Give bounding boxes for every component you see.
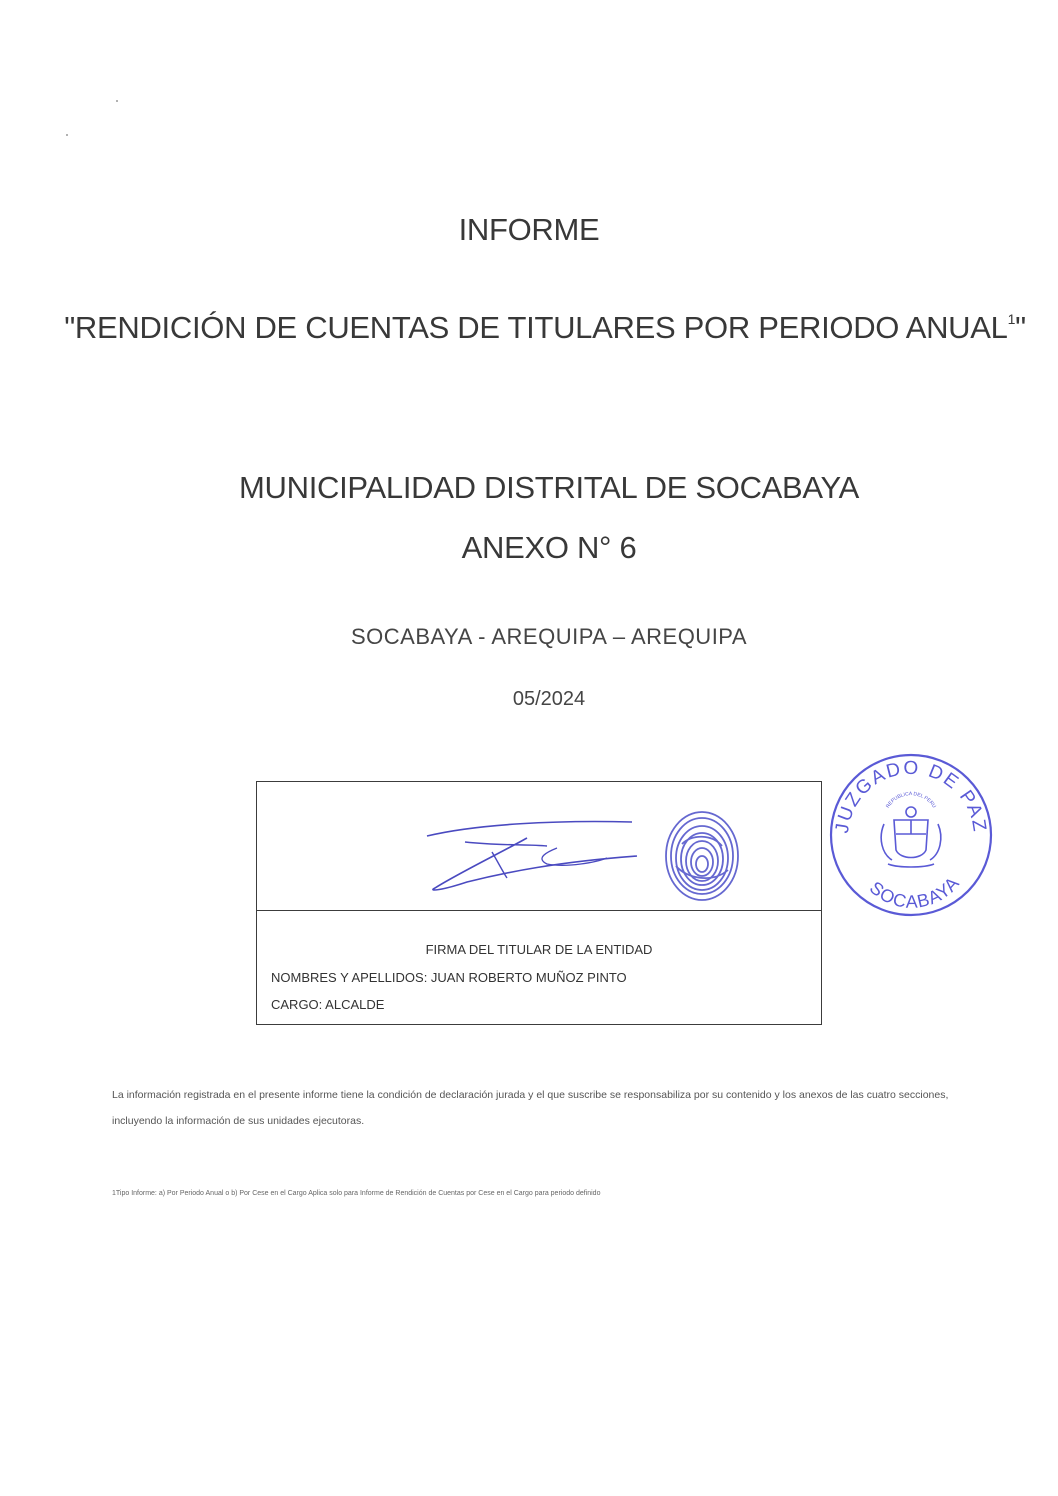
entity-name: MUNICIPALIDAD DISTRITAL DE SOCABAYA [239, 470, 859, 505]
signature-box [256, 781, 822, 1025]
footnote-text: 1Tipo Informe: a) Por Periodo Anual o b) Por Cese en el Cargo Aplica solo para Informe de Rendición de Cuentas por Cese en el Cargo para periodo definido [112, 1190, 601, 1197]
handwritten-signature [407, 812, 647, 892]
signature-label: FIRMA DEL TITULAR DE LA ENTIDAD [425, 942, 653, 957]
stamp-bottom-text: SOCABAYA [865, 872, 964, 912]
declaration-text: La información registrada en el presente informe tiene la condición de declaración jurada y el que suscribe se responsabiliza por su contenido y los anexos de las cuatro secciones, incluyendo la información de sus unidades ejecutoras. [112, 1089, 949, 1127]
signature-area [257, 782, 821, 911]
subtitle-main: "RENDICIÓN DE CUENTAS DE TITULARES POR PERIODO ANUAL [64, 310, 1008, 345]
scan-speck [66, 134, 68, 136]
location: SOCABAYA - AREQUIPA – AREQUIPA [350, 624, 748, 649]
scan-speck [116, 100, 118, 102]
footnote-reference: 1 [1007, 311, 1016, 327]
document-heading: INFORME [458, 212, 600, 247]
subtitle-close: " [1015, 310, 1026, 345]
stamp-top-text: JUZGADO DE PAZ [831, 757, 991, 835]
official-stamp [826, 742, 996, 922]
stamp-emblem-text: REPUBLICA DEL PERU [885, 791, 937, 810]
signer-name: NOMBRES Y APELLIDOS: JUAN ROBERTO MUÑOZ PINTO [271, 970, 627, 985]
annex-number: ANEXO N° 6 [461, 530, 637, 565]
signer-role: CARGO: ALCALDE [271, 997, 385, 1012]
document-subtitle [40, 296, 1050, 351]
report-date: 05/2024 [512, 688, 586, 710]
fingerprint-icon [652, 804, 752, 904]
coat-of-arms-icon [881, 807, 941, 867]
